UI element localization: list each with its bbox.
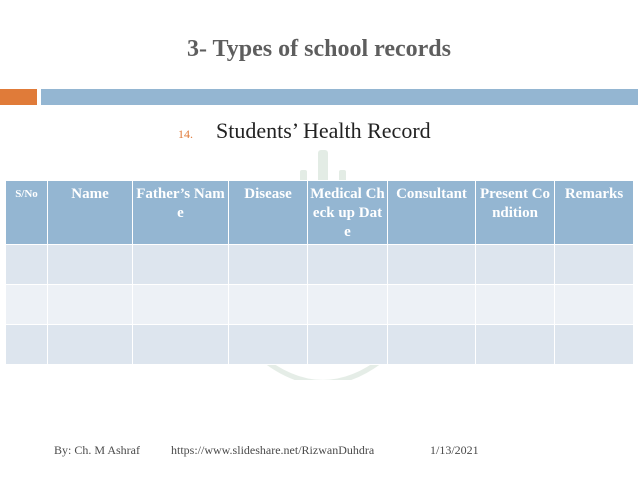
health-record-table <box>5 180 634 365</box>
table-cell <box>6 245 48 285</box>
column-header-sno: S/No <box>6 181 48 245</box>
table-cell <box>308 325 388 365</box>
table-cell <box>555 325 634 365</box>
footer-date: 1/13/2021 <box>430 443 479 457</box>
table-cell <box>229 325 308 365</box>
table-cell <box>555 245 634 285</box>
column-header-name: Name <box>48 181 133 245</box>
table-cell <box>229 285 308 325</box>
column-header-disease: Disease <box>229 181 308 245</box>
table-cell <box>388 325 476 365</box>
table-row <box>6 285 634 325</box>
table-cell <box>48 245 133 285</box>
section-heading <box>178 118 431 144</box>
table-cell <box>133 245 229 285</box>
table-cell <box>133 285 229 325</box>
table-cell <box>388 245 476 285</box>
column-header-medical-checkup-date: Medical Check up Date <box>308 181 388 245</box>
table-cell <box>308 285 388 325</box>
table-row <box>6 245 634 285</box>
table-cell <box>48 325 133 365</box>
table-cell <box>6 325 48 365</box>
table-cell <box>476 325 555 365</box>
table-cell <box>476 285 555 325</box>
table-cell <box>133 325 229 365</box>
accent-bar-blue <box>41 89 638 105</box>
item-title: Students’ Health Record <box>216 118 431 143</box>
table-cell <box>555 285 634 325</box>
table-cell <box>308 245 388 285</box>
footer-author: By: Ch. M Ashraf <box>54 443 141 457</box>
slide-title: 3- Types of school records <box>187 36 451 62</box>
column-header-remarks: Remarks <box>555 181 634 245</box>
table-header-row <box>6 181 634 245</box>
column-header-consultant: Consultant <box>388 181 476 245</box>
accent-bar-orange <box>0 89 37 105</box>
item-number: 14. <box>178 127 193 141</box>
table-cell <box>476 245 555 285</box>
column-header-present-condition: Present Condition <box>476 181 555 245</box>
table-cell <box>229 245 308 285</box>
table-cell <box>388 285 476 325</box>
table-cell <box>48 285 133 325</box>
table-row <box>6 325 634 365</box>
column-header-fathers-name: Father’s Name <box>133 181 229 245</box>
table-cell <box>6 285 48 325</box>
footer-url[interactable]: https://www.slideshare.net/RizwanDuhdra <box>171 443 375 457</box>
